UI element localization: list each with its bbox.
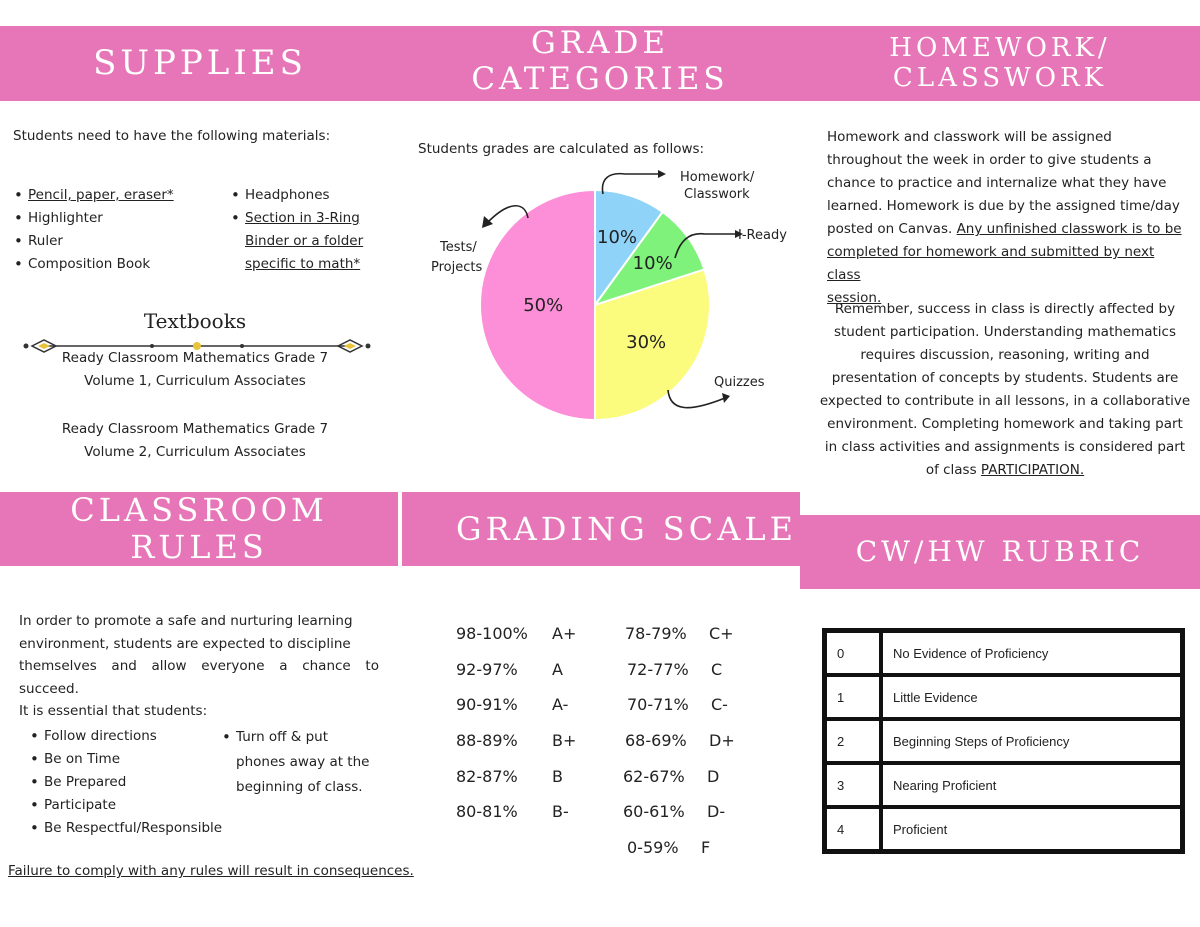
grading-scale-heading: GRADING SCALE <box>402 492 800 566</box>
pie-value-label: 50% <box>523 295 564 316</box>
rubric-score: 0 <box>825 631 882 676</box>
textbook-2: Ready Classroom Mathematics Grade 7 Volume 2, Curriculum Associates <box>61 421 329 460</box>
supply-item: • Section in 3-Ring Binder or a folder specific to math* <box>231 207 363 276</box>
grade-pie-chart <box>400 150 800 430</box>
rules-footer: Failure to comply with any rules will result in consequences. <box>8 863 414 879</box>
rule-item: • Be on Time <box>30 748 222 771</box>
rubric-score: 2 <box>825 719 882 763</box>
label-tests-2: Projects <box>431 260 483 275</box>
homework-heading: HOMEWORK/ CLASSWORK <box>889 32 1111 93</box>
pie-value-label: 30% <box>626 332 667 354</box>
supplies-intro: Students need to have the following materials: <box>13 128 331 144</box>
rule-item: • Participate <box>30 794 222 817</box>
supply-item: • Composition Book <box>14 253 174 276</box>
supplies-list-left <box>14 184 174 276</box>
supplies-heading: SUPPLIES <box>93 42 307 83</box>
homework-paragraph: Homework and classwork will be assigned throughout the week in order to give students a chance to practice and internalize what they have learned. Homework is due by the assigned time/day posted on Canvas. Any unfinished classwork is to be completed for homework and submitted by next class session. <box>827 129 1182 306</box>
participation-paragraph: Remember, success in class is directly affected by student participation. Understanding mathematics requires discussion, reasoning, writing and presentation of concepts by students. Students are expected to contribute in all lessons, in a collaborative environment. Completing homework and taking part in class activities and assignments is considered part of class PARTICIPATION. <box>819 301 1191 478</box>
table-row <box>825 719 1183 763</box>
classroom-rules-heading: CLASSROOM RULES <box>0 492 398 566</box>
rubric-label: No Evidence of Proficiency <box>881 631 1183 676</box>
textbooks-title: Textbooks <box>143 309 247 333</box>
rubric-heading: CW/HW RUBRIC <box>800 515 1200 589</box>
rubric-label: Proficient <box>881 807 1183 852</box>
supply-item: • Pencil, paper, eraser* <box>14 184 174 207</box>
supplies-list-right <box>231 184 363 276</box>
rule-item: • Turn off & put phones away at the beginning of class. <box>222 725 369 800</box>
rubric-label: Beginning Steps of Proficiency <box>881 719 1183 763</box>
rules-intro: In order to promote a safe and nurturing learning environment, students are expected to discipline themselves and allow everyone a chance to succeed. It is essential that students: <box>19 613 379 719</box>
label-iready: I-Ready <box>738 228 787 243</box>
table-row <box>825 763 1183 807</box>
grade-categories-heading: GRADE CATEGORIES <box>471 25 729 97</box>
grade-categories-intro: Students grades are calculated as follows: <box>418 141 705 157</box>
supply-item: • Ruler <box>14 230 174 253</box>
pie-value-label: 10% <box>632 253 673 275</box>
rules-list-right <box>222 725 369 800</box>
rubric-score: 4 <box>825 807 882 852</box>
rubric-score: 1 <box>825 675 882 719</box>
rubric-label: Nearing Proficient <box>881 763 1183 807</box>
supply-item: • Highlighter <box>14 207 174 230</box>
rules-list-left <box>30 725 222 840</box>
arrow-quizzes <box>668 390 725 408</box>
rubric-label: Little Evidence <box>881 675 1183 719</box>
rule-item: • Follow directions <box>30 725 222 748</box>
pie-value-label: 10% <box>597 227 638 249</box>
label-tests-1: Tests/ <box>440 240 477 255</box>
label-quizzes: Quizzes <box>714 375 765 390</box>
table-row <box>825 807 1183 852</box>
table-row <box>825 675 1183 719</box>
supply-item: • Headphones <box>231 184 363 207</box>
rule-item: • Be Prepared <box>30 771 222 794</box>
rule-item: • Be Respectful/Responsible <box>30 817 222 840</box>
table-row <box>825 631 1183 676</box>
rubric-table <box>822 628 1185 854</box>
label-homework-1: Homework/ <box>680 170 755 185</box>
textbook-1: Ready Classroom Mathematics Grade 7 Volume 1, Curriculum Associates <box>61 350 329 389</box>
rubric-score: 3 <box>825 763 882 807</box>
label-homework-2: Classwork <box>684 187 750 202</box>
